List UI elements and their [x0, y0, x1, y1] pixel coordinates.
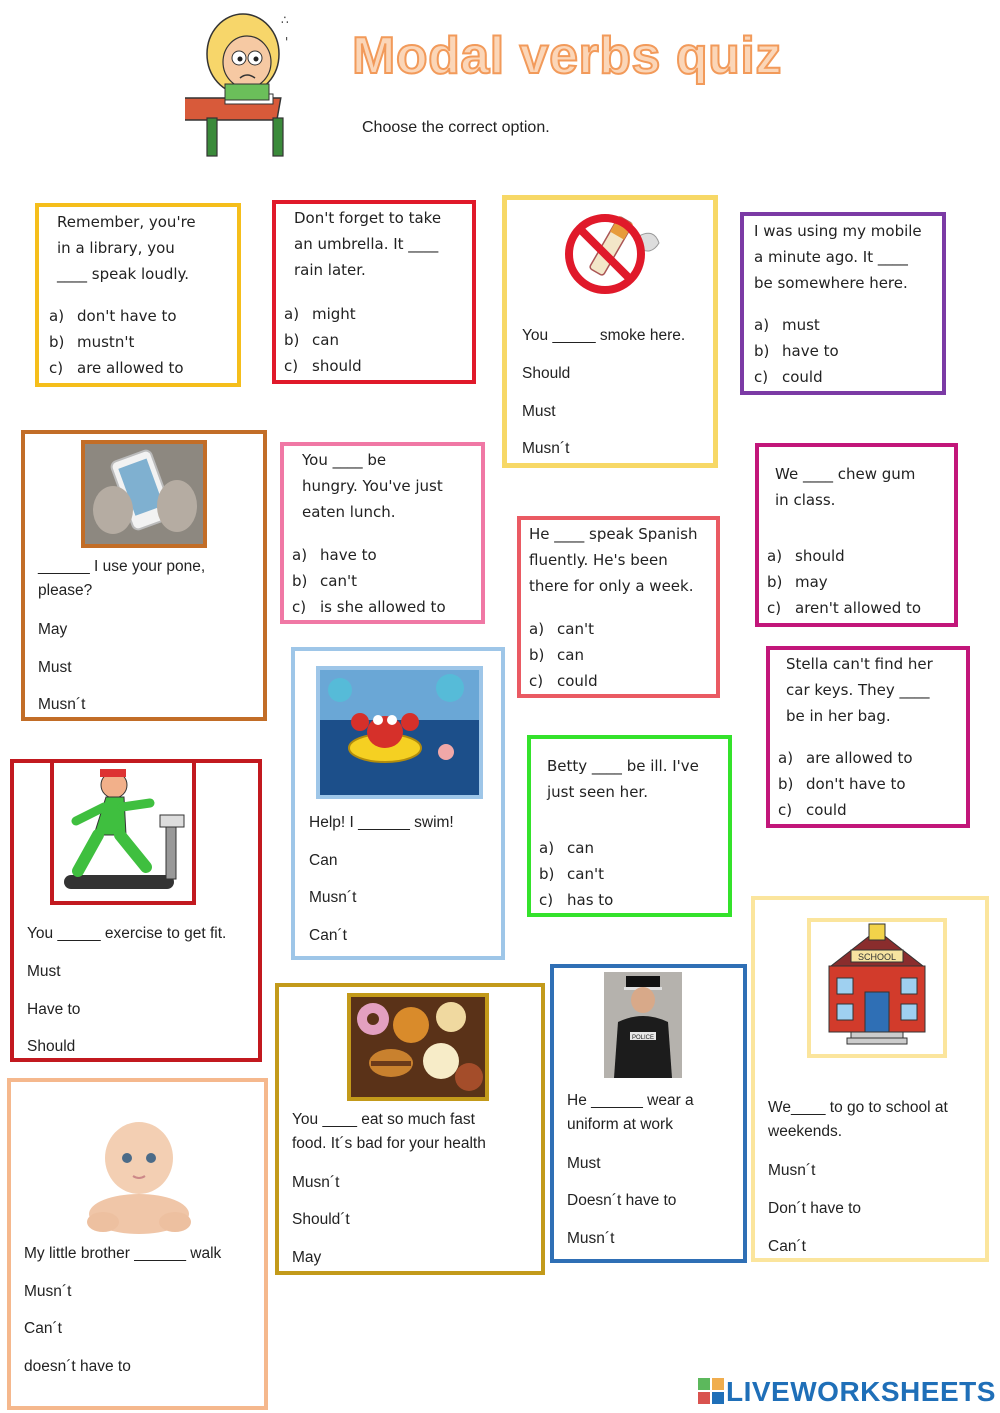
option-1[interactable]: Musn´t [292, 1174, 340, 1191]
quiz-card-school [751, 896, 989, 1262]
quiz-card-spanish [517, 516, 720, 698]
question-line: You ____ eat so much fast [292, 1111, 475, 1128]
option-a[interactable]: a) have to [292, 546, 377, 564]
school-sign-text: SCHOOL [857, 952, 897, 962]
option-b[interactable]: b) don't have to [778, 775, 906, 793]
option-a[interactable]: a) might [284, 305, 356, 323]
question-line: in class. [775, 491, 836, 509]
quiz-card-fastfood [275, 983, 545, 1275]
option-b[interactable]: b) mustn't [49, 333, 135, 351]
option-c[interactable]: c) has to [539, 891, 614, 909]
option-c[interactable]: c) could [754, 368, 823, 386]
question-line: rain later. [294, 261, 366, 279]
svg-text:∴: ∴ [281, 13, 289, 27]
question-line: hungry. You've just [302, 477, 443, 495]
question-line: Remember, you're [57, 213, 196, 231]
option-b[interactable]: b) can't [539, 865, 604, 883]
option-3[interactable]: Musn´t [38, 696, 86, 713]
police-vest-label: POLICE [631, 1035, 655, 1041]
option-2[interactable]: Must [38, 659, 72, 676]
question-line: uniform at work [567, 1116, 673, 1133]
phone-photo [81, 440, 207, 548]
option-c[interactable]: c) should [284, 357, 362, 375]
option-1[interactable]: Musn´t [24, 1283, 72, 1300]
quiz-card-umbrella [272, 200, 476, 384]
option-2[interactable]: Musn´t [309, 889, 357, 906]
question-line: fluently. He's been [529, 551, 668, 569]
option-a[interactable]: a) don't have to [49, 307, 177, 325]
option-3[interactable]: May [292, 1249, 322, 1266]
quiz-card-exercise [10, 759, 262, 1062]
question-line: be in her bag. [786, 707, 891, 725]
question-line: be somewhere here. [754, 274, 908, 292]
option-a[interactable]: a) can't [529, 620, 594, 638]
option-2[interactable]: Doesn´t have to [567, 1192, 677, 1209]
question-line: weekends. [768, 1123, 843, 1140]
question-text: Help! I ______ swim! [309, 814, 454, 831]
liveworksheets-logo [698, 1376, 996, 1408]
question-line: He ______ wear a [567, 1092, 694, 1109]
police-officer-photo [604, 972, 682, 1078]
quiz-card-hungry [280, 442, 485, 624]
question-line: ______ I use your pone, [38, 558, 206, 575]
option-3[interactable]: Can´t [309, 927, 347, 944]
question-line: Stella can't find her [786, 655, 933, 673]
option-2[interactable]: Have to [27, 1001, 81, 1018]
option-b[interactable]: b) can [529, 646, 584, 664]
school-building-illustration [807, 918, 947, 1058]
question-line: food. It´s bad for your health [292, 1135, 486, 1152]
option-3[interactable]: Can´t [768, 1238, 806, 1255]
quiz-card-betty [527, 735, 732, 917]
question-line: a minute ago. It ____ [754, 248, 908, 266]
option-3[interactable]: Musn´t [567, 1230, 615, 1247]
quiz-card-phone [21, 430, 267, 721]
option-c[interactable]: c) could [778, 801, 847, 819]
question-line: there for only a week. [529, 577, 694, 595]
option-1[interactable]: Must [27, 963, 61, 980]
option-1[interactable]: Must [567, 1155, 601, 1172]
option-a[interactable]: a) must [754, 316, 820, 334]
quiz-card-baby [7, 1078, 268, 1410]
page-title: Modal verbs quiz [352, 27, 782, 85]
option-b[interactable]: b) can [284, 331, 339, 349]
quiz-card-swim [291, 647, 505, 960]
question-line: He ____ speak Spanish [529, 525, 698, 543]
question-text: My little brother ______ walk [24, 1245, 222, 1262]
option-1[interactable]: Musn´t [768, 1162, 816, 1179]
option-a[interactable]: a) should [767, 547, 845, 565]
quiz-card-police [550, 964, 747, 1263]
quiz-card-stella [766, 646, 970, 828]
question-line: car keys. They ____ [786, 681, 930, 699]
option-b[interactable]: b) may [767, 573, 828, 591]
quiz-card-library [35, 203, 241, 387]
quiz-card-mobile [740, 212, 946, 395]
question-line: eaten lunch. [302, 503, 396, 521]
fast-food-photo [347, 993, 489, 1101]
question-line: in a library, you [57, 239, 175, 257]
option-1[interactable]: Can [309, 852, 338, 869]
option-c[interactable]: c) is she allowed to [292, 598, 446, 616]
quiz-card-gum [755, 443, 958, 627]
question-line: We ____ chew gum [775, 465, 916, 483]
question-line: just seen her. [547, 783, 648, 801]
question-line: You ____ be [302, 451, 387, 469]
option-b[interactable]: b) have to [754, 342, 839, 360]
liveworksheets-logo-icon [698, 1378, 724, 1404]
no-smoking-icon [559, 208, 669, 300]
instruction-text: Choose the correct option. [362, 119, 550, 136]
quiz-card-smoke [502, 195, 718, 468]
question-text: You _____ smoke here. [522, 327, 686, 344]
option-1[interactable]: May [38, 621, 68, 638]
option-2[interactable]: Should´t [292, 1211, 350, 1228]
question-line: Don't forget to take [294, 209, 442, 227]
question-text: You _____ exercise to get fit. [27, 925, 227, 942]
brand-name: LIVEWORKSHEETS [726, 1376, 996, 1407]
svg-text:': ' [285, 35, 289, 49]
option-3[interactable]: doesn´t have to [24, 1358, 131, 1375]
option-3[interactable]: Should [27, 1038, 76, 1055]
question-line: Betty ____ be ill. I've [547, 757, 699, 775]
option-2[interactable]: Can´t [24, 1320, 62, 1337]
option-b[interactable]: b) can't [292, 572, 357, 590]
question-line: We____ to go to school at [768, 1099, 948, 1116]
option-3[interactable]: Musn´t [522, 440, 570, 457]
student-illustration [185, 6, 305, 161]
option-a[interactable]: a) are allowed to [778, 749, 913, 767]
cartoon-crab-photo [316, 666, 483, 799]
question-line: ____ speak loudly. [57, 265, 190, 283]
question-line: please? [38, 582, 93, 599]
question-line: an umbrella. It ____ [294, 235, 439, 253]
option-a[interactable]: a) can [539, 839, 594, 857]
option-2[interactable]: Must [522, 403, 556, 420]
option-1[interactable]: Should [522, 365, 571, 382]
option-c[interactable]: c) could [529, 672, 598, 690]
option-2[interactable]: Don´t have to [768, 1200, 862, 1217]
baby-photo [81, 1110, 197, 1236]
treadmill-runner-illustration [50, 759, 196, 905]
option-c[interactable]: c) aren't allowed to [767, 599, 922, 617]
question-line: I was using my mobile [754, 222, 922, 240]
option-c[interactable]: c) are allowed to [49, 359, 184, 377]
